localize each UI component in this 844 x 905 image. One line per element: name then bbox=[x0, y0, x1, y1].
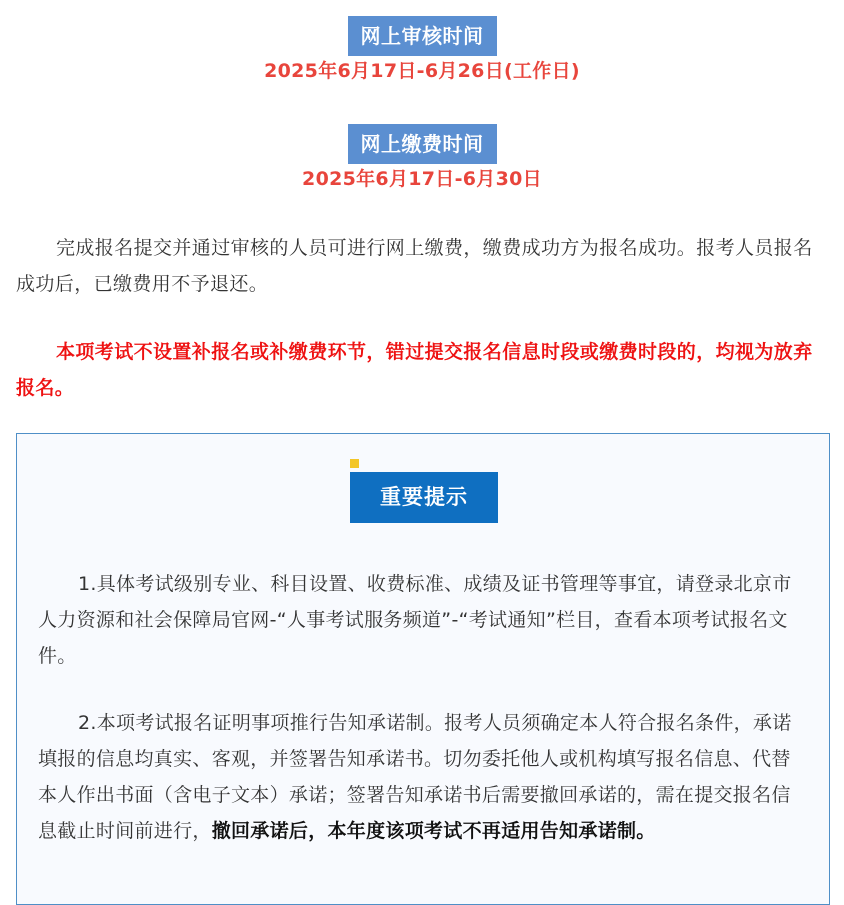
payment-time-dates: 2025年6月17日-6月30日 bbox=[302, 168, 542, 190]
notice-title: 重要提示 bbox=[350, 472, 498, 523]
notice-item-2-emphasis: 撤回承诺后，本年度该项考试不再适用告知承诺制。 bbox=[211, 820, 656, 842]
review-time-section bbox=[0, 16, 844, 86]
payment-time-label: 网上缴费时间 bbox=[348, 124, 497, 164]
review-time-label: 网上审核时间 bbox=[348, 16, 497, 56]
review-time-dates: 2025年6月17日-6月26日(工作日) bbox=[264, 60, 580, 82]
payment-paragraph: 完成报名提交并通过审核的人员可进行网上缴费，缴费成功方为报名成功。报考人员报名成功后，已缴费用不予退还。 bbox=[16, 237, 813, 295]
decorative-square bbox=[350, 459, 359, 468]
payment-time-section bbox=[0, 124, 844, 194]
important-notice-box bbox=[16, 433, 830, 905]
notice-item-1: 1.具体考试级别专业、科目设置、收费标准、成绩及证书管理等事宜，请登录北京市人力资源和社会保障局官网-“人事考试服务频道”-“考试通知”栏目，查看本项考试报名文件。 bbox=[38, 573, 792, 667]
notice-item-2-text: 2.本项考试报名证明事项推行告知承诺制。报考人员须确定本人符合报名条件，承诺填报的信息均真实、客观，并签署告知承诺书。切勿委托他人或机构填写报名信息、代替本人作出书面（含电子文本）承诺；签署告知承诺书后需要撤回承诺的，需在提交报名信息截止时间前进行， bbox=[38, 712, 792, 842]
notice-item-2 bbox=[38, 705, 808, 849]
warning-paragraph: 本项考试不设置补报名或补缴费环节，错过提交报名信息时段或缴费时段的，均视为放弃报名。 bbox=[16, 341, 813, 399]
